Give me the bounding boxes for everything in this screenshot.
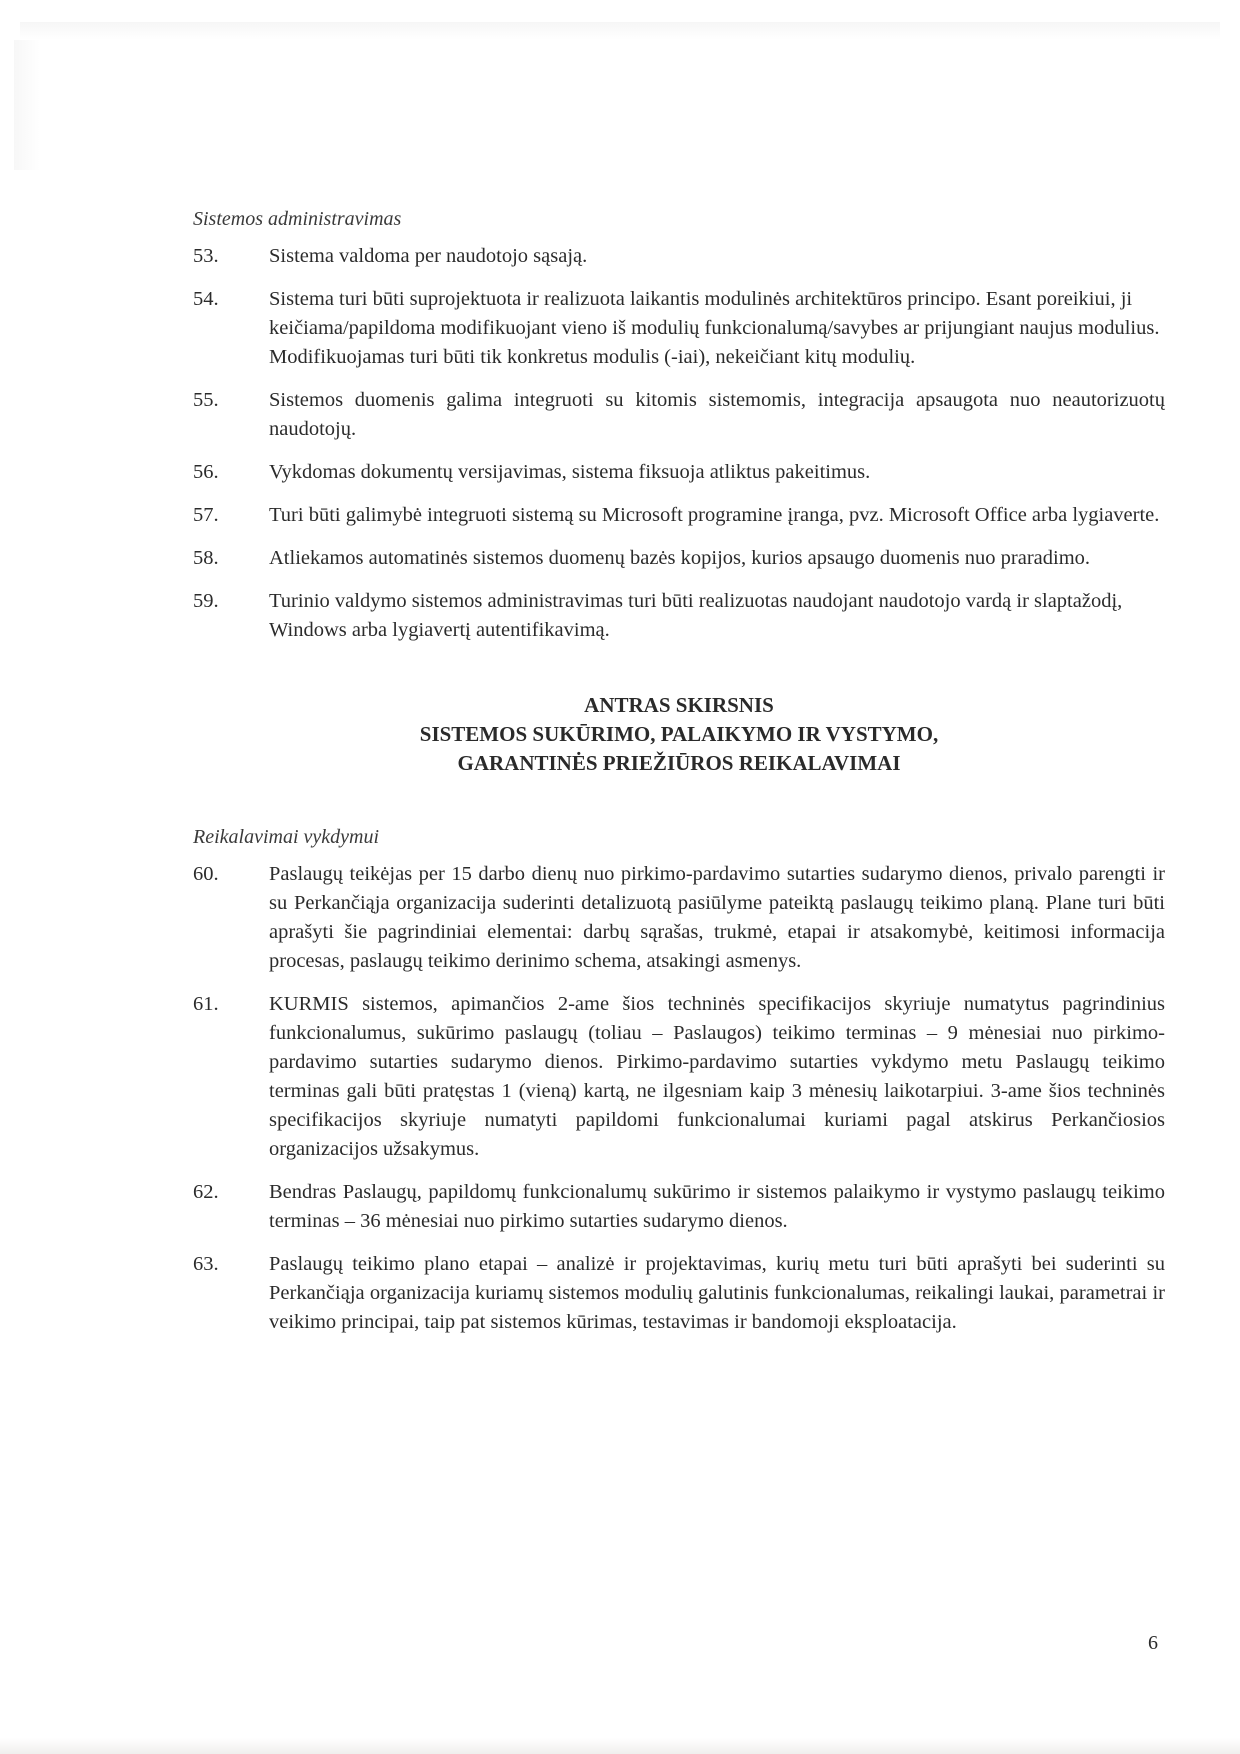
item-text: Sistema turi būti suprojektuota ir realizuota laikantis modulinės architektūros principo. Esant poreikiui, ji keičiama/papildoma modifikuojant vieno iš modulių funkcionalumą/savybes ar prijungiant naujus modulius. Modifikuojamas turi būti tik konkretus modulis (-iai), nekeičiant kitų modulių. [269, 288, 1160, 368]
item-text: Vykdomas dokumentų versijavimas, sistema fiksuoja atliktus pakeitimus. [269, 461, 871, 483]
item-number: 53. [193, 245, 219, 267]
item-text: Sistema valdoma per naudotojo sąsają. [269, 245, 588, 267]
section-title-line-1: ANTRAS SKIRSNIS [584, 693, 774, 717]
list-item-62 [193, 1178, 1165, 1236]
item-text: Turi būti galimybė integruoti sistemą su Microsoft programine įranga, pvz. Microsoft Office arba lygiaverte. [269, 504, 1160, 526]
list-item-63 [193, 1250, 1165, 1337]
item-number: 58. [193, 547, 219, 569]
list-item-56 [193, 458, 1165, 487]
item-text: Paslaugų teikimo plano etapai – analizė ir projektavimas, kurių metu turi būti aprašyti bei suderinti su Perkančiąja organizacija kuriamų sistemos modulių galutinis funkcionalumas, reikalingi laukai, parametrai ir veikimo principai, taip pat sistemos kūrimas, testavimas ir bandomoji eksploatacija. [269, 1253, 1165, 1333]
page-number: 6 [1148, 1632, 1158, 1654]
section-title-line-2: SISTEMOS SUKŪRIMO, PALAIKYMO IR VYSTYMO, [419, 722, 939, 746]
item-number: 62. [193, 1181, 219, 1203]
item-number: 55. [193, 389, 219, 411]
item-number: 61. [193, 993, 219, 1015]
list-item-59 [193, 587, 1165, 645]
list-item-58 [193, 544, 1165, 573]
list-item-54 [193, 285, 1165, 372]
item-number: 63. [193, 1253, 219, 1275]
item-text: Atliekamos automatinės sistemos duomenų bazės kopijos, kurios apsaugo duomenis nuo praradimo. [269, 547, 1091, 569]
item-number: 57. [193, 504, 219, 526]
subheading-system-administration: Sistemos administravimas [193, 208, 402, 230]
subheading-execution-requirements: Reikalavimai vykdymui [193, 826, 380, 848]
list-item-57 [193, 501, 1165, 530]
list-item-55 [193, 386, 1165, 444]
item-number: 56. [193, 461, 219, 483]
section-title-line-3: GARANTINĖS PRIEŽIŪROS REIKALAVIMAI [457, 751, 901, 775]
list-item-61 [193, 990, 1165, 1164]
item-number: 60. [193, 863, 219, 885]
scan-shadow-top [20, 22, 1220, 40]
item-text: Sistemos duomenis galima integruoti su kitomis sistemomis, integracija apsaugota nuo neautorizuotų naudotojų. [269, 389, 1165, 440]
item-text: Paslaugų teikėjas per 15 darbo dienų nuo pirkimo-pardavimo sutarties sudarymo dienos, privalo parengti ir su Perkančiąja organizacija suderinti detalizuotą pasiūlyme pateiktą paslaugų teikimo planą. Plane turi būti aprašyti šie pagrindiniai elementai: darbų sąrašas, trukmė, etapai ir atsakomybė, keitimosi informacija procesas, paslaugų teikimo derinimo schema, atsakingi asmenys. [269, 863, 1165, 972]
scan-shadow-bottom [0, 1738, 1240, 1754]
scan-shadow-left [14, 40, 40, 170]
item-number: 54. [193, 288, 219, 310]
item-text: KURMIS sistemos, apimančios 2-ame šios techninės specifikacijos skyriuje numatytus pagrindinius funkcionalumus, sukūrimo paslaugų (toliau – Paslaugos) teikimo terminas – 9 mėnesiai nuo pirkimo-pardavimo sutarties sudarymo dienos. Pirkimo-pardavimo sutarties vykdymo metu Paslaugų teikimo terminas gali būti pratęstas 1 (vieną) kartą, ne ilgesniam kaip 3 mėnesių laikotarpiui. 3-ame šios techninės specifikacijos skyriuje numatyti papildomi funkcionalumai kuriami pagal atskirus Perkančiosios organizacijos užsakymus. [269, 993, 1165, 1160]
document-content [193, 206, 1165, 1351]
item-number: 59. [193, 590, 219, 612]
list-item-60 [193, 860, 1165, 976]
list-item-53 [193, 242, 1165, 271]
item-text: Bendras Paslaugų, papildomų funkcionalumų sukūrimo ir sistemos palaikymo ir vystymo paslaugų teikimo terminas – 36 mėnesiai nuo pirkimo sutarties sudarymo dienos. [269, 1181, 1165, 1232]
item-text: Turinio valdymo sistemos administravimas turi būti realizuotas naudojant naudotojo vardą ir slaptažodį, Windows arba lygiavertį autentifikavimą. [269, 590, 1123, 641]
section-title [193, 691, 1165, 778]
